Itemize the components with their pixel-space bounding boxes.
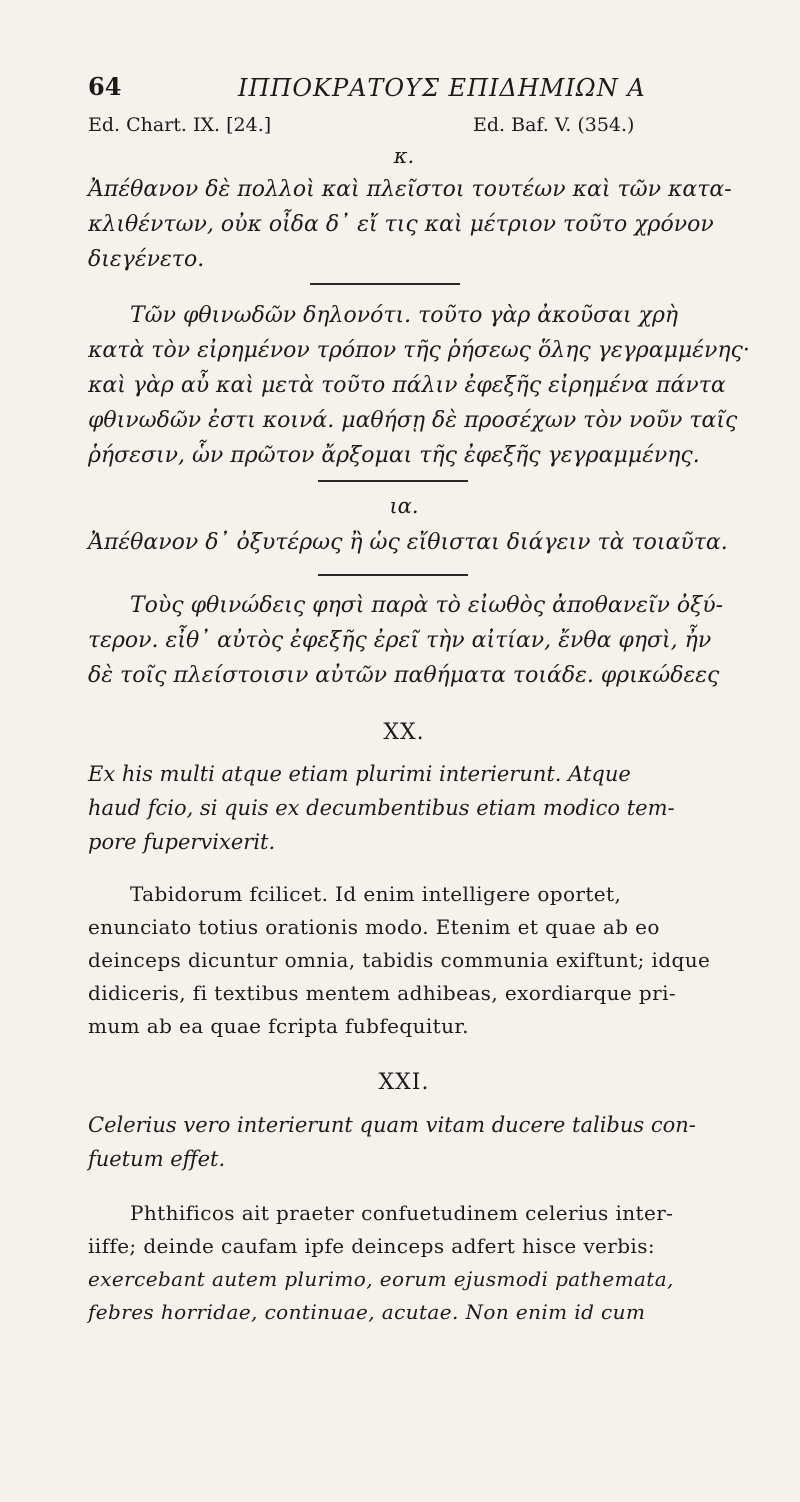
text-line: ῥήσεσιν, ὧν πρῶτον ἄρξομαι τῆς ἐφεξῆς γεγραμμένης. [88, 443, 700, 468]
page-header [88, 72, 708, 106]
text-line: Ex his multi atque etiam plurimi interierunt. Atque [88, 762, 631, 786]
text-line: διεγένετο. [88, 247, 205, 272]
text-line: deinceps dicuntur omnia, tabidis communia exiftunt; idque [88, 948, 711, 972]
text-line: Ἀπέθανον δ᾽ ὀξυτέρως ἢ ὡς εἴθισται διάγειν τὰ τοιαῦτα. [88, 530, 728, 555]
text-line: Τῶν φθινωδῶν δηλονότι. τοῦτο γὰρ ἀκοῦσαι χρὴ [130, 303, 679, 328]
text-line: Tabidorum fcilicet. Id enim intelligere oportet, [130, 882, 622, 906]
text-line: haud fcio, si quis ex decumbentibus etiam modico tem- [88, 796, 675, 820]
running-title: ΙΠΠΟΚΡΑΤΟΥΣ ΕΠΙΔΗΜΙΩΝ Α [238, 74, 646, 102]
commentary-latin-1 [88, 878, 720, 1043]
text-line: κλιθέντων, οὐκ οἶδα δ᾽ εἴ τις καὶ μέτριον τοῦτο χρόνον [88, 212, 714, 237]
text-line: enunciato totius orationis modo. Etenim et quae ab eo [88, 915, 660, 939]
divider [310, 283, 460, 285]
text-line: didiceris, fi textibus mentem adhibeas, exordiarque pri- [88, 981, 677, 1005]
edition-chartier: Ed. Chart. IX. [24.] [88, 114, 272, 136]
aphorism-greek-kappa [88, 172, 732, 277]
text-line: καὶ γὰρ αὖ καὶ μετὰ τοῦτο πάλιν ἐφεξῆς εἰρημένα πάντα [88, 373, 726, 398]
text-line: Τοὺς φθινώδεις φησὶ παρὰ τὸ εἰωθὸς ἀποθανεῖν ὀξύ- [130, 593, 724, 618]
text-line: Phthificos ait praeter confuetudinem celerius inter- [130, 1201, 674, 1225]
section-number-xxi: XXI. [378, 1070, 430, 1095]
text-line: Ἀπέθανον δὲ πολλοὶ καὶ πλεῖστοι τουτέων καὶ τῶν κατα- [88, 177, 732, 202]
aphorism-latin-xx [88, 757, 720, 859]
aphorism-latin-xxi [88, 1108, 720, 1176]
text-line: mum ab ea quae fcripta fubfequitur. [88, 1014, 469, 1038]
section-number-ia: ια. [389, 494, 419, 518]
section-number-xx: XX. [383, 720, 425, 745]
aphorism-greek-ia [88, 525, 728, 560]
text-line: φθινωδῶν ἐστι κοινά. μαθήσῃ δὲ προσέχων τὸν νοῦν ταῖς [88, 408, 738, 433]
page-number: 64 [88, 72, 122, 101]
text-line: Celerius vero interierunt quam vitam ducere talibus con- [88, 1113, 696, 1137]
commentary-latin-2 [88, 1197, 720, 1329]
section-number-kappa: κ. [393, 144, 415, 168]
text-line: δὲ τοῖς πλείστοισιν αὐτῶν παθήματα τοιάδε. φρικώδεες [88, 663, 720, 688]
divider [318, 480, 468, 482]
text-line: κατὰ τὸν εἰρημένον τρόπον τῆς ῥήσεως ὅλης γεγραμμένης· [88, 338, 750, 363]
text-line: τερον. εἶθ᾽ αὐτὸς ἐφεξῆς ἐρεῖ τὴν αἰτίαν, ἔνθα φησὶ, ἦν [88, 628, 712, 653]
text-line: exercebant autem plurimo, eorum ejusmodi pathemata, [88, 1267, 674, 1291]
text-line: febres horridae, continuae, acutae. Non enim id cum [88, 1300, 646, 1324]
commentary-greek-1 [88, 298, 750, 473]
commentary-greek-2 [88, 588, 724, 693]
divider [318, 574, 468, 576]
edition-basel: Ed. Baf. V. (354.) [473, 114, 635, 136]
text-line: iiffe; deinde caufam ipfe deinceps adfert hisce verbis: [88, 1234, 656, 1258]
text-line: fuetum effet. [88, 1147, 226, 1171]
text-line: pore fupervixerit. [88, 830, 276, 854]
